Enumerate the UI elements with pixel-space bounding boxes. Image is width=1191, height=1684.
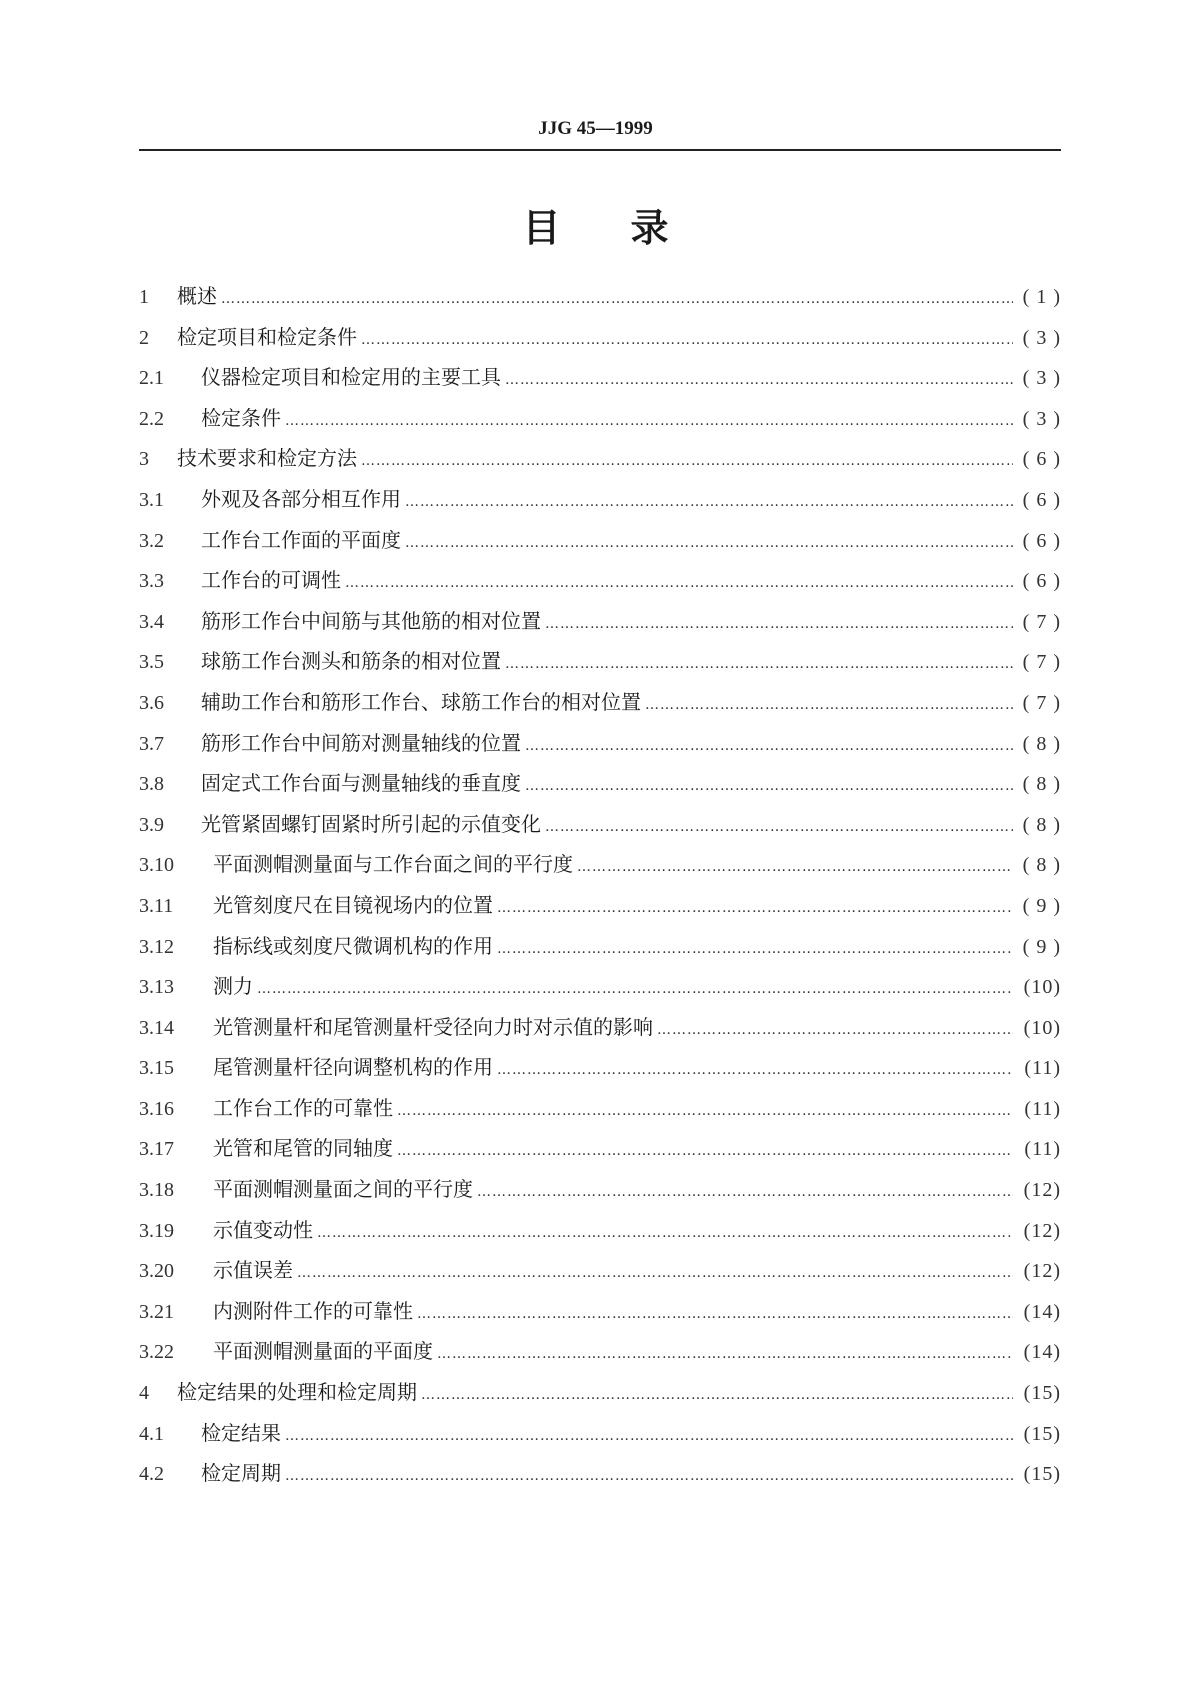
toc-entry-title: 检定条件 <box>201 405 281 430</box>
toc-entry[interactable] <box>139 1457 1061 1498</box>
page-title: 目录 <box>522 206 739 250</box>
document-code-header: JJG 45—1999 <box>538 118 653 139</box>
toc-entry[interactable] <box>139 930 1061 971</box>
toc-entry[interactable] <box>139 402 1061 443</box>
toc-entry-number: 3.13 <box>139 976 174 999</box>
toc-entry-title: 检定结果的处理和检定周期 <box>177 1380 417 1405</box>
toc-entry-title: 光管测量杆和尾管测量杆受径向力时对示值的影响 <box>213 1014 653 1039</box>
toc-entry-title: 工作台工作的可靠性 <box>213 1095 393 1120</box>
dot-leader <box>317 1225 1013 1241</box>
toc-entry-page: ( 8 ) <box>1022 813 1061 836</box>
toc-entry-title: 外观及各部分相互作用 <box>201 486 401 511</box>
toc-entry-number: 3.22 <box>139 1341 174 1364</box>
toc-entry-number: 3.21 <box>139 1300 174 1323</box>
toc-entry-title: 辅助工作台和筋形工作台、球筋工作台的相对位置 <box>201 689 641 714</box>
toc-entry-page: ( 6 ) <box>1022 448 1061 471</box>
toc-entry-title: 指标线或刻度尺微调机构的作用 <box>213 933 493 958</box>
toc-entry[interactable] <box>139 1335 1061 1376</box>
toc-entry[interactable] <box>139 686 1061 727</box>
toc-entry[interactable] <box>139 605 1061 646</box>
toc-entry[interactable] <box>139 564 1061 605</box>
toc-entry-number: 3.7 <box>139 732 164 755</box>
dot-leader <box>421 1387 1013 1403</box>
toc-entry-page: (14) <box>1023 1300 1061 1323</box>
dot-leader <box>497 1062 1013 1078</box>
toc-entry-number: 3.3 <box>139 570 164 593</box>
dot-leader <box>285 413 1013 429</box>
toc-entry-number: 3.4 <box>139 610 164 633</box>
toc-entry[interactable] <box>139 1092 1061 1133</box>
toc-entry-page: ( 1 ) <box>1022 286 1061 308</box>
dot-leader <box>545 616 1013 632</box>
dot-leader <box>525 778 1013 794</box>
toc-entry-page: ( 6 ) <box>1022 488 1061 511</box>
toc-entry-page: (15) <box>1023 1422 1061 1445</box>
toc-entry[interactable] <box>139 1011 1061 1052</box>
toc-entry-page: ( 9 ) <box>1022 894 1061 917</box>
dot-leader <box>657 1022 1013 1038</box>
toc-entry-number: 3.5 <box>139 651 164 674</box>
toc-entry-title: 概述 <box>177 284 217 308</box>
dot-leader <box>525 738 1013 754</box>
toc-entry-title: 工作台的可调性 <box>201 568 341 593</box>
toc-entry[interactable] <box>139 483 1061 524</box>
toc-entry[interactable] <box>139 767 1061 808</box>
toc-entry-page: ( 7 ) <box>1022 651 1061 674</box>
toc-entry-number: 3.14 <box>139 1016 174 1039</box>
toc-entry-page: (12) <box>1023 1179 1061 1202</box>
toc-entry[interactable] <box>139 524 1061 565</box>
dot-leader <box>285 1428 1013 1444</box>
toc-entry-number: 4 <box>139 1382 149 1405</box>
toc-entry-number: 4.2 <box>139 1463 164 1486</box>
toc-entry-title: 光管刻度尺在目镜视场内的位置 <box>213 892 493 917</box>
dot-leader <box>437 1346 1013 1362</box>
toc-entry-page: ( 9 ) <box>1022 935 1061 958</box>
toc-entry[interactable] <box>139 442 1061 483</box>
toc-entry-page: (11) <box>1024 1097 1061 1120</box>
toc-entry[interactable] <box>139 321 1061 362</box>
toc-entry-page: ( 6 ) <box>1022 570 1061 593</box>
toc-entry-page: (10) <box>1023 976 1061 999</box>
toc-entry-number: 3.10 <box>139 854 174 877</box>
toc-entry-title: 检定周期 <box>201 1461 281 1486</box>
toc-entry-number: 2.2 <box>139 407 164 430</box>
dot-leader <box>645 697 1013 713</box>
toc-entry-number: 3.18 <box>139 1179 174 1202</box>
toc-entry[interactable] <box>139 1132 1061 1173</box>
toc-entry-page: ( 3 ) <box>1022 407 1061 430</box>
toc-entry-page: (15) <box>1023 1463 1061 1486</box>
toc-entry-page: ( 8 ) <box>1022 773 1061 796</box>
toc-entry-title: 检定项目和检定条件 <box>177 324 357 349</box>
toc-entry-number: 3.19 <box>139 1219 174 1242</box>
toc-entry-number: 4.1 <box>139 1422 164 1445</box>
dot-leader <box>397 1143 1013 1159</box>
toc-entry[interactable] <box>139 727 1061 768</box>
toc-entry-page: ( 8 ) <box>1022 732 1061 755</box>
toc-entry-title: 固定式工作台面与测量轴线的垂直度 <box>201 771 521 796</box>
toc-entry[interactable] <box>139 1173 1061 1214</box>
toc-entry[interactable] <box>139 848 1061 889</box>
dot-leader <box>397 1103 1013 1119</box>
dot-leader <box>257 981 1013 997</box>
dot-leader <box>477 1184 1013 1200</box>
toc-entry-title: 平面测帽测量面与工作台面之间的平行度 <box>213 852 573 877</box>
dot-leader <box>405 535 1013 551</box>
toc-entry-page: (15) <box>1023 1382 1061 1405</box>
toc-entry-number: 3.6 <box>139 691 164 714</box>
toc-entry-number: 3 <box>139 448 149 471</box>
toc-entry-number: 3.16 <box>139 1097 174 1120</box>
toc-entry-number: 3.12 <box>139 935 174 958</box>
toc-entry[interactable] <box>139 280 1061 321</box>
toc-entry-title: 仪器检定项目和检定用的主要工具 <box>201 365 501 390</box>
toc-entry-page: ( 3 ) <box>1022 367 1061 390</box>
toc-entry[interactable] <box>139 1295 1061 1336</box>
toc-entry[interactable] <box>139 970 1061 1011</box>
toc-entry[interactable] <box>139 1214 1061 1255</box>
toc-entry[interactable] <box>139 1254 1061 1295</box>
toc-entry[interactable] <box>139 1051 1061 1092</box>
toc-entry-title: 技术要求和检定方法 <box>177 446 357 471</box>
toc-entry-page: (11) <box>1024 1057 1061 1080</box>
toc-entry-number: 3.8 <box>139 773 164 796</box>
dot-leader <box>297 1265 1013 1281</box>
toc-entry-title: 球筋工作台测头和筋条的相对位置 <box>201 649 501 674</box>
dot-leader <box>361 332 1013 348</box>
toc-entry-page: (14) <box>1023 1341 1061 1364</box>
toc-entry-title: 光管紧固螺钉固紧时所引起的示值变化 <box>201 811 541 836</box>
toc-entry-number: 3.9 <box>139 813 164 836</box>
toc-entry[interactable] <box>139 645 1061 686</box>
toc-entry-title: 工作台工作面的平面度 <box>201 527 401 552</box>
toc-entry[interactable] <box>139 808 1061 849</box>
toc-entry[interactable] <box>139 1376 1061 1417</box>
toc-entry-page: (12) <box>1023 1219 1061 1242</box>
toc-entry-page: (12) <box>1023 1260 1061 1283</box>
toc-entry-title: 内测附件工作的可靠性 <box>213 1298 413 1323</box>
dot-leader <box>221 291 1013 307</box>
toc-entry-page: ( 3 ) <box>1022 326 1061 349</box>
toc-entry-title: 筋形工作台中间筋对测量轴线的位置 <box>201 730 521 755</box>
toc-entry-page: ( 7 ) <box>1022 610 1061 633</box>
toc-entry-page: ( 6 ) <box>1022 529 1061 552</box>
toc-entry-page: (10) <box>1023 1016 1061 1039</box>
toc-entry-number: 2.1 <box>139 367 164 390</box>
dot-leader <box>497 941 1013 957</box>
toc-entry-title: 测力 <box>213 974 253 999</box>
toc-entry-title: 光管和尾管的同轴度 <box>213 1136 393 1161</box>
dot-leader <box>417 1306 1013 1322</box>
toc-entry-number: 3.20 <box>139 1260 174 1283</box>
dot-leader <box>361 453 1013 469</box>
dot-leader <box>505 656 1013 672</box>
toc-entry-title: 平面测帽测量面之间的平行度 <box>213 1177 473 1202</box>
toc-entry[interactable] <box>139 1417 1061 1458</box>
toc-entry[interactable] <box>139 361 1061 402</box>
toc-entry-page: (11) <box>1024 1138 1061 1161</box>
dot-leader <box>505 372 1013 388</box>
toc-entry-title: 示值误差 <box>213 1258 293 1283</box>
dot-leader <box>345 575 1013 591</box>
dot-leader <box>285 1468 1013 1484</box>
dot-leader <box>577 859 1013 875</box>
toc-entry-title: 检定结果 <box>201 1420 281 1445</box>
toc-entry-number: 2 <box>139 326 149 349</box>
table-of-contents <box>139 280 1061 1498</box>
toc-entry-number: 3.15 <box>139 1057 174 1080</box>
dot-leader <box>497 900 1013 916</box>
toc-entry[interactable] <box>139 889 1061 930</box>
dot-leader <box>545 819 1013 835</box>
toc-entry-page: ( 8 ) <box>1022 854 1061 877</box>
toc-entry-title: 尾管测量杆径向调整机构的作用 <box>213 1055 493 1080</box>
toc-entry-page: ( 7 ) <box>1022 691 1061 714</box>
toc-entry-number: 3.1 <box>139 488 164 511</box>
header-rule <box>139 149 1061 151</box>
toc-entry-title: 筋形工作台中间筋与其他筋的相对位置 <box>201 608 541 633</box>
toc-entry-number: 3.11 <box>139 894 174 917</box>
toc-entry-title: 平面测帽测量面的平面度 <box>213 1339 433 1364</box>
toc-entry-number: 3.17 <box>139 1138 174 1161</box>
toc-entry-number: 3.2 <box>139 529 164 552</box>
dot-leader <box>405 494 1013 510</box>
toc-entry-number: 1 <box>139 286 149 308</box>
toc-entry-title: 示值变动性 <box>213 1217 313 1242</box>
